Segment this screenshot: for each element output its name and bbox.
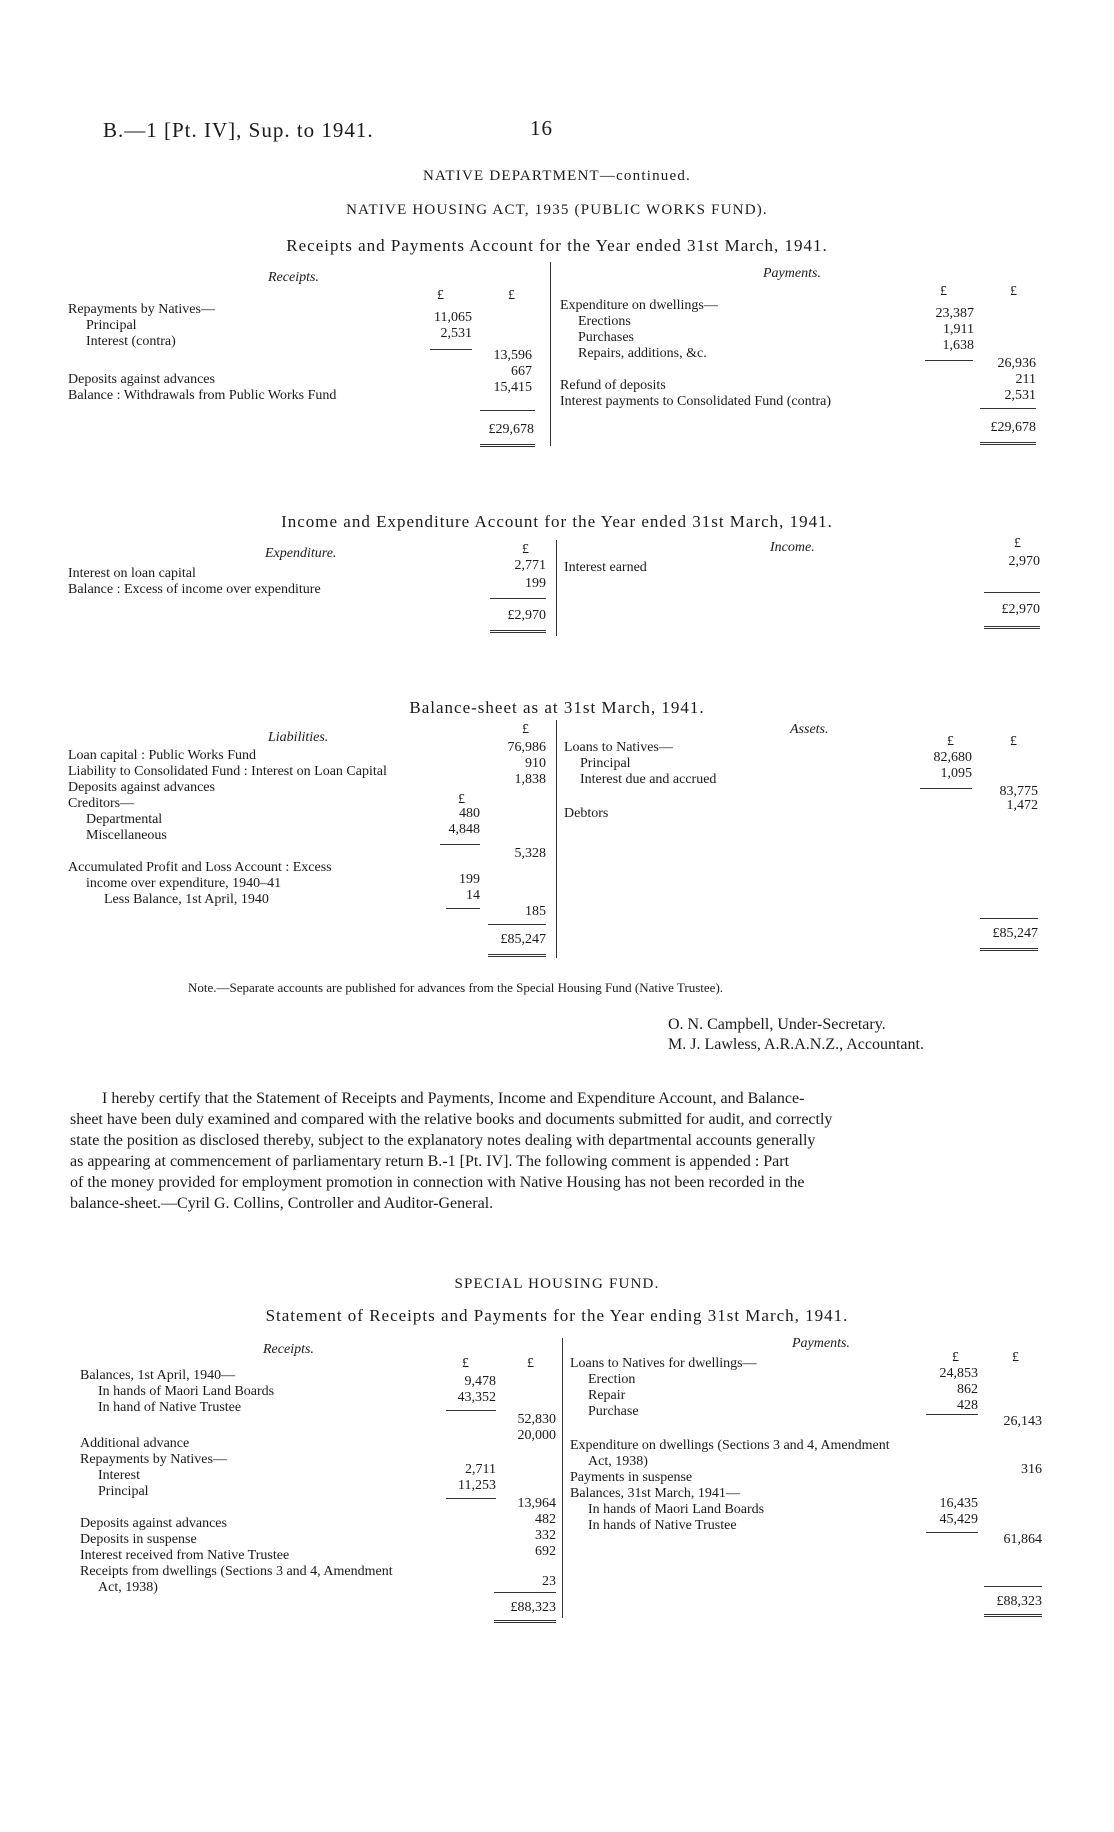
bs-loans-total: 83,775 <box>999 784 1038 799</box>
subtotal-rule <box>925 360 973 361</box>
bs-departmental-label: Departmental <box>86 812 163 827</box>
bs-liability-cf-label: Liability to Consolidated Fund : Interest on Loan Capital <box>68 764 387 779</box>
total-rule <box>984 1586 1042 1587</box>
pound-sign: £ <box>522 722 529 737</box>
shf-exp-dw-label-2: Act, 1938) <box>588 1454 648 1469</box>
pound-sign: £ <box>1014 536 1021 551</box>
shf-erection-label: Erection <box>588 1372 636 1387</box>
shf-balances-label: Balances, 1st April, 1940— <box>80 1368 236 1383</box>
bs-creditors-label: Creditors— <box>68 796 135 811</box>
shf-subtitle: Statement of Receipts and Payments for the Year ending 31st March, 1941. <box>265 1306 849 1325</box>
shf-dep-susp-amount: 332 <box>535 1528 556 1543</box>
shf-dep-susp-label: Deposits in suspense <box>80 1532 197 1547</box>
shf-additional-label: Additional advance <box>80 1436 190 1451</box>
bs-debtors-label: Debtors <box>564 806 609 821</box>
subtotal-rule <box>446 908 480 909</box>
bs-deposits-label: Deposits against advances <box>68 780 215 795</box>
ie-interest-loan-amount: 2,771 <box>514 558 546 573</box>
subtotal-rule <box>926 1414 978 1415</box>
rp-payments-total: £29,678 <box>990 420 1036 435</box>
bs-accum-label-1: Accumulated Profit and Loss Account : Excess <box>68 860 332 875</box>
department-title: NATIVE DEPARTMENT—continued. <box>423 168 691 184</box>
rp-title: Receipts and Payments Account for the Year ended 31st March, 1941. <box>286 236 828 255</box>
total-rule <box>490 598 546 599</box>
subtotal-rule <box>446 1498 496 1499</box>
cert-line: I hereby certify that the Statement of Receipts and Payments, Income and Expenditure Account, and Balance- <box>102 1090 805 1107</box>
shf-receipts-dw-label-1: Receipts from dwellings (Sections 3 and 4, Amendment <box>80 1564 393 1579</box>
shf-p-maori-amount: 16,435 <box>939 1496 978 1511</box>
column-divider <box>562 1338 563 1618</box>
shf-bal-end-total: 61,864 <box>1003 1532 1042 1547</box>
ie-excess-amount: 199 <box>525 576 546 591</box>
rp-deposits-amount: 667 <box>511 364 532 379</box>
shf-repair-label: Repair <box>588 1388 626 1403</box>
pound-sign: £ <box>508 288 515 303</box>
pound-sign: £ <box>527 1356 534 1371</box>
total-rule <box>480 410 535 411</box>
shf-bal-end-label: Balances, 31st March, 1941— <box>570 1486 740 1501</box>
rp-erections-amount: 23,387 <box>935 306 974 321</box>
shf-pay-susp-label: Payments in suspense <box>570 1470 693 1485</box>
shf-exp-dw-label-1: Expenditure on dwellings (Sections 3 and 4, Amendment <box>570 1438 890 1453</box>
bs-creditors-total: 5,328 <box>514 846 546 861</box>
rp-interest-pay-amount: 2,531 <box>1004 388 1036 403</box>
bs-deposits-amount: 1,838 <box>514 772 546 787</box>
shf-repayments-label: Repayments by Natives— <box>80 1452 227 1467</box>
pound-sign: £ <box>947 734 954 749</box>
rp-repayments-total: 13,596 <box>493 348 532 363</box>
column-divider <box>550 262 551 446</box>
rp-interest-pay-label: Interest payments to Consolidated Fund (contra) <box>560 394 831 409</box>
rp-purchases-amount: 1,911 <box>943 322 974 337</box>
shf-interest-amount: 2,711 <box>465 1462 496 1477</box>
shf-dep-adv-amount: 482 <box>535 1512 556 1527</box>
rp-principal-amount: 11,065 <box>434 310 472 325</box>
shf-maori-amount: 9,478 <box>464 1374 496 1389</box>
shf-receipts-dw-label-2: Act, 1938) <box>98 1580 158 1595</box>
total-rule <box>980 408 1036 409</box>
rp-refund-label: Refund of deposits <box>560 378 666 393</box>
rp-repairs-label: Repairs, additions, &c. <box>578 346 707 361</box>
pound-sign: £ <box>1010 734 1017 749</box>
bs-accum-label-3: Less Balance, 1st April, 1940 <box>104 892 269 907</box>
cert-line: state the position as disclosed thereby, subject to the explanatory notes dealing with departmental accounts generally <box>70 1132 816 1149</box>
signature-under-secretary: O. N. Campbell, Under-Secretary. <box>668 1016 886 1033</box>
rp-interest-label: Interest (contra) <box>86 334 176 349</box>
bs-debtors-amount: 1,472 <box>1006 798 1038 813</box>
cert-line: sheet have been duly examined and compared with the relative books and documents submitted for audit, and correctly <box>70 1111 833 1128</box>
subtotal-rule <box>430 349 472 350</box>
ie-expenditure-heading: Expenditure. <box>265 546 337 561</box>
rp-receipts-heading: Receipts. <box>268 270 319 285</box>
rp-balance-label: Balance : Withdrawals from Public Works Fund <box>68 388 337 403</box>
rp-erections-label: Erections <box>578 314 631 329</box>
rp-repayments-label: Repayments by Natives— <box>68 302 215 317</box>
ie-income-heading: Income. <box>770 540 815 555</box>
rp-deposits-label: Deposits against advances <box>68 372 215 387</box>
shf-interest-label: Interest <box>98 1468 140 1483</box>
shf-int-recv-label: Interest received from Native Trustee <box>80 1548 290 1563</box>
pound-sign: £ <box>1010 284 1017 299</box>
ie-interest-earned-label: Interest earned <box>564 560 647 575</box>
double-rule <box>488 954 546 957</box>
shf-erection-amount: 24,853 <box>939 1366 978 1381</box>
shf-principal-label: Principal <box>98 1484 149 1499</box>
rp-balance-amount: 15,415 <box>493 380 532 395</box>
bs-liabilities-total: £85,247 <box>500 932 546 947</box>
cert-line: as appearing at commencement of parliamentary return B.-1 [Pt. IV]. The following comment is appended : Part <box>70 1153 790 1170</box>
double-rule <box>984 1614 1042 1617</box>
page-number: 16 <box>530 116 553 140</box>
rp-repairs-amount: 1,638 <box>942 338 974 353</box>
shf-int-recv-amount: 692 <box>535 1544 556 1559</box>
bs-loan-capital-amount: 76,986 <box>507 740 546 755</box>
shf-principal-amount: 11,253 <box>458 1478 496 1493</box>
shf-p-trustee-amount: 45,429 <box>939 1512 978 1527</box>
subtotal-rule <box>920 788 972 789</box>
bs-liabilities-heading: Liabilities. <box>268 730 329 745</box>
rp-principal-label: Principal <box>86 318 137 333</box>
shf-payments-heading: Payments. <box>792 1336 850 1351</box>
shf-loans-label: Loans to Natives for dwellings— <box>570 1356 757 1371</box>
pound-sign: £ <box>940 284 947 299</box>
rp-purchases-label: Purchases <box>578 330 634 345</box>
total-rule <box>494 1592 556 1593</box>
total-rule <box>488 924 546 925</box>
shf-purchase-label: Purchase <box>588 1404 639 1419</box>
ie-interest-loan-label: Interest on loan capital <box>68 566 196 581</box>
rp-interest-amount: 2,531 <box>440 326 472 341</box>
bs-principal-label: Principal <box>580 756 631 771</box>
rp-exp-dwellings-label: Expenditure on dwellings— <box>560 298 718 313</box>
double-rule <box>494 1620 556 1623</box>
shf-loans-total: 26,143 <box>1003 1414 1042 1429</box>
column-divider <box>556 540 557 636</box>
ie-expenditure-total: £2,970 <box>507 608 546 623</box>
shf-p-trustee-label: In hands of Native Trustee <box>588 1518 737 1533</box>
shf-repayments-total: 13,964 <box>517 1496 556 1511</box>
cert-line: balance-sheet.—Cyril G. Collins, Controller and Auditor-General. <box>70 1195 494 1212</box>
shf-balances-total: 52,830 <box>517 1412 556 1427</box>
total-rule <box>984 592 1040 593</box>
pound-sign: £ <box>952 1350 959 1365</box>
shf-purchase-amount: 428 <box>957 1398 978 1413</box>
shf-receipts-total: £88,323 <box>510 1600 556 1615</box>
subtotal-rule <box>926 1532 978 1533</box>
pound-sign: £ <box>1012 1350 1019 1365</box>
act-title: NATIVE HOUSING ACT, 1935 (PUBLIC WORKS FUND). <box>346 202 768 218</box>
rp-payments-heading: Payments. <box>763 266 821 281</box>
double-rule <box>490 630 546 633</box>
running-header: B.—1 [Pt. IV], Sup. to 1941. <box>103 118 374 142</box>
bs-loans-label: Loans to Natives— <box>564 740 673 755</box>
pound-sign: £ <box>458 792 465 807</box>
total-rule <box>980 918 1038 919</box>
shf-trustee-amount: 43,352 <box>457 1390 496 1405</box>
double-rule <box>480 444 535 447</box>
double-rule <box>980 948 1038 951</box>
shf-dep-adv-label: Deposits against advances <box>80 1516 227 1531</box>
double-rule <box>984 626 1040 629</box>
bs-loan-capital-label: Loan capital : Public Works Fund <box>68 748 256 763</box>
bs-title: Balance-sheet as at 31st March, 1941. <box>409 698 705 717</box>
pound-sign: £ <box>462 1356 469 1371</box>
shf-maori-label: In hands of Maori Land Boards <box>98 1384 275 1399</box>
shf-receipts-dw-amount: 23 <box>542 1574 556 1589</box>
shf-additional-amount: 20,000 <box>517 1428 556 1443</box>
bs-principal-amount: 82,680 <box>933 750 972 765</box>
subtotal-rule <box>446 1410 496 1411</box>
cert-line: of the money provided for employment promotion in connection with Native Housing has not been recorded in the <box>70 1174 805 1191</box>
shf-payments-total: £88,323 <box>996 1594 1042 1609</box>
bs-misc-label: Miscellaneous <box>86 828 167 843</box>
shf-exp-dw-amount: 316 <box>1021 1462 1042 1477</box>
shf-receipts-heading: Receipts. <box>263 1342 314 1357</box>
bs-misc-amount: 4,848 <box>448 822 480 837</box>
bs-accum-amount-2: 199 <box>459 872 480 887</box>
ie-excess-label: Balance : Excess of income over expenditure <box>68 582 321 597</box>
rp-refund-amount: 211 <box>1015 372 1036 387</box>
shf-p-maori-label: In hands of Maori Land Boards <box>588 1502 765 1517</box>
pound-sign: £ <box>522 542 529 557</box>
ie-income-total: £2,970 <box>1001 602 1040 617</box>
ie-title: Income and Expenditure Account for the Year ended 31st March, 1941. <box>281 512 833 531</box>
pound-sign: £ <box>437 288 444 303</box>
bs-interest-accrued-label: Interest due and accrued <box>580 772 717 787</box>
signature-accountant: M. J. Lawless, A.R.A.N.Z., Accountant. <box>668 1036 924 1053</box>
shf-title: SPECIAL HOUSING FUND. <box>454 1276 660 1292</box>
column-divider <box>556 720 557 958</box>
note: Note.—Separate accounts are published for advances from the Special Housing Fund (Native Trustee). <box>188 980 724 995</box>
subtotal-rule <box>440 844 480 845</box>
bs-interest-accrued-amount: 1,095 <box>940 766 972 781</box>
bs-accum-amount-3: 14 <box>466 888 480 903</box>
bs-liability-cf-amount: 910 <box>525 756 546 771</box>
rp-receipts-total: £29,678 <box>488 422 534 437</box>
rp-dwellings-total: 26,936 <box>997 356 1036 371</box>
bs-departmental-amount: 480 <box>459 806 480 821</box>
shf-repair-amount: 862 <box>957 1382 978 1397</box>
bs-accum-total: 185 <box>525 904 546 919</box>
bs-assets-heading: Assets. <box>790 722 829 737</box>
ie-interest-earned-amount: 2,970 <box>1008 554 1040 569</box>
bs-assets-total: £85,247 <box>992 926 1038 941</box>
double-rule <box>980 442 1036 445</box>
shf-trustee-label: In hand of Native Trustee <box>98 1400 242 1415</box>
bs-accum-label-2: income over expenditure, 1940–41 <box>86 876 282 891</box>
